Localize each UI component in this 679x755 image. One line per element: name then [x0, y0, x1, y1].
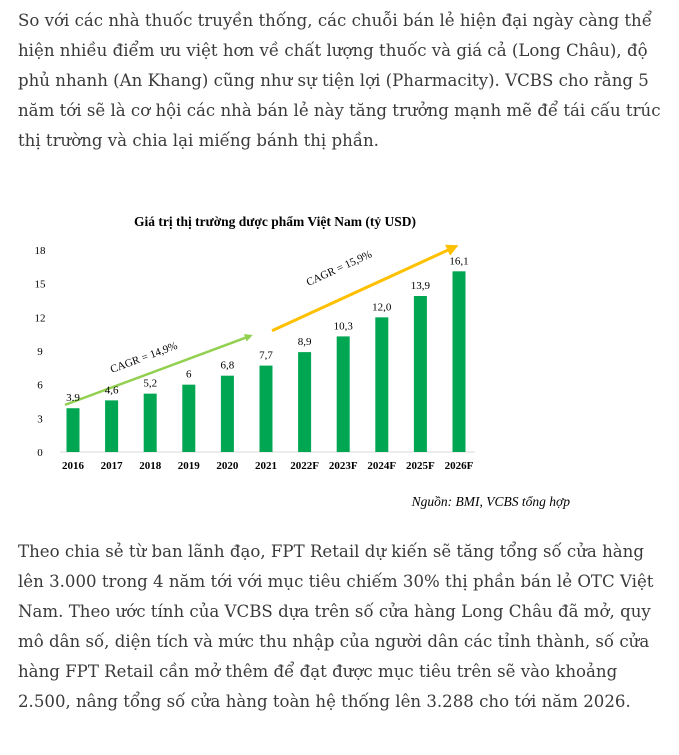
- x-tick-label: 2016: [62, 460, 84, 472]
- bar-value-label: 6: [186, 368, 192, 381]
- article-paragraph-2: Theo chia sẻ từ ban lãnh đạo, FPT Retail dự kiến sẽ tăng tổng số cửa hàng lên 3.000 trong 4 năm tới với mục tiêu chiếm 30% thị phần bán lẻ OTC Việt Nam. Theo ước tính của VCBS dựa trên số cửa hàng Long Châu đã mở, quy mô dân số, diện tích và mức thu nhập của người dân các tỉnh thành, số cửa hàng FPT Retail cần mở thêm để đạt được mục tiêu trên sẽ vào khoảng 2.500, nâng tổng số cửa hàng toàn hệ thống lên 3.288 cho tới năm 2026.: [18, 542, 654, 711]
- x-tick-label: 2026F: [444, 460, 474, 472]
- y-tick-label: 3: [37, 413, 43, 426]
- bar-2020: [221, 376, 234, 452]
- y-tick-label: 15: [34, 278, 46, 291]
- x-tick-label: 2024F: [367, 460, 397, 472]
- bar-value-label: 12,0: [372, 301, 392, 314]
- x-tick-label: 2020: [216, 460, 239, 472]
- market-value-chart: [0, 195, 679, 525]
- x-tick-label: 2021: [255, 460, 277, 472]
- bar-value-label: 8,9: [297, 336, 312, 349]
- bar-2023F: [337, 336, 350, 452]
- bar-value-label: 10,3: [333, 320, 353, 333]
- bar-2021: [260, 366, 273, 452]
- bar-2022F: [298, 352, 311, 452]
- y-tick-label: 12: [34, 312, 46, 325]
- chart-source: Nguồn: BMI, VCBS tổng hợp: [411, 494, 570, 509]
- bar-2018: [144, 394, 157, 452]
- bar-value-label: 5,2: [143, 377, 158, 390]
- bar-value-label: 6,8: [220, 359, 235, 372]
- bar-value-label: 3.9: [66, 392, 80, 405]
- bar-2026F: [453, 271, 466, 452]
- article-paragraph-1: So với các nhà thuốc truyền thống, các chuỗi bán lẻ hiện đại ngày càng thể hiện nhiều điểm ưu việt hơn về chất lượng thuốc và giá cả (Long Châu), độ phủ nhanh (An Khang) cũng như sự tiện lợi (Pharmacity). VCBS cho rằng 5 năm tới sẽ là cơ hội các nhà bán lẻ này tăng trưởng mạnh mẽ để tái cấu trúc thị trường và chia lại miếng bánh thị phần.: [18, 11, 661, 150]
- bar-value-label: 16,1: [449, 255, 469, 268]
- bar-2016: [67, 408, 80, 452]
- x-tick-label: 2018: [139, 460, 162, 472]
- x-tick-label: 2017: [100, 460, 123, 472]
- bar-2024F: [375, 317, 388, 452]
- y-tick-label: 6: [37, 379, 43, 392]
- bar-2019: [182, 385, 195, 452]
- y-tick-label: 18: [34, 245, 46, 257]
- x-tick-label: 2019: [177, 460, 200, 472]
- bar-value-label: 4,6: [104, 384, 119, 397]
- chart-title: Giá trị thị trường dược phẩm Việt Nam (tỷ USD): [133, 214, 417, 229]
- bar-2017: [105, 400, 118, 452]
- y-tick-label: 9: [37, 346, 43, 358]
- bar-2025F: [414, 296, 427, 452]
- x-tick-label: 2025F: [406, 460, 435, 472]
- x-tick-label: 2022F: [290, 460, 319, 472]
- cagr-label-historical: CAGR = 14,9%: [108, 339, 180, 376]
- cagr-label-forecast: CAGR = 15,9%: [304, 248, 374, 289]
- bar-value-label: 7,7: [259, 349, 273, 362]
- x-tick-label: 2023F: [328, 460, 358, 472]
- bar-value-label: 13,9: [410, 280, 431, 293]
- y-tick-label: 0: [37, 447, 43, 459]
